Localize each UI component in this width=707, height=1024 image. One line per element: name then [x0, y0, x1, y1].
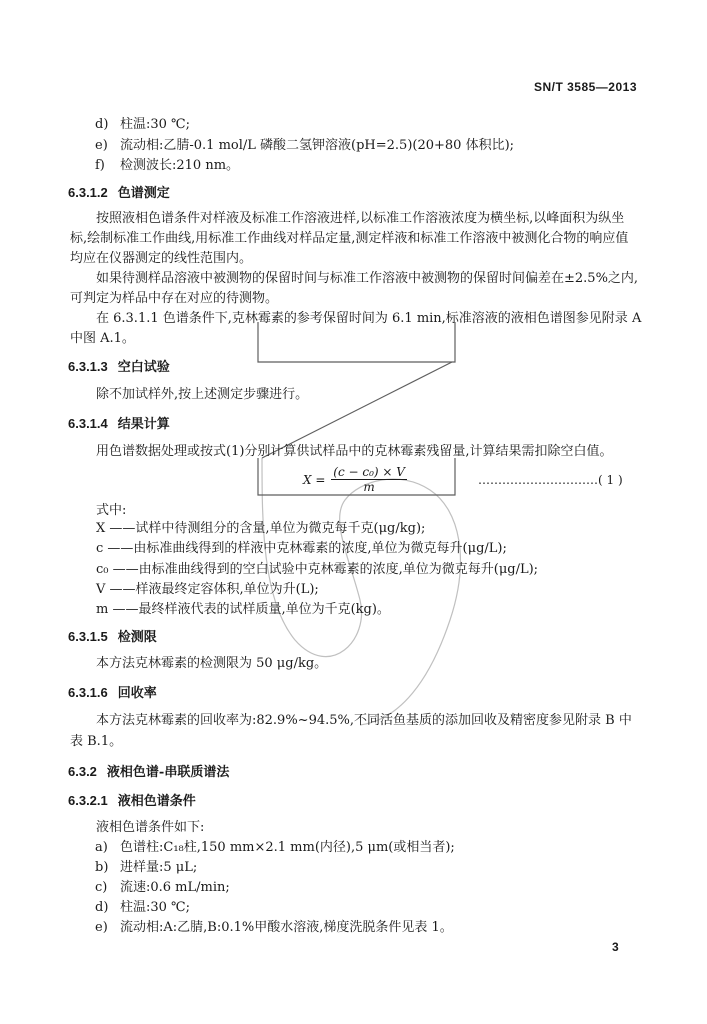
variable-definition: V ——样液最终定容体积,单位为升(L); — [96, 582, 319, 597]
paragraph-line: 按照液相色谱条件对样液及标准工作溶液进样,以标准工作溶液浓度为横坐标,以峰面积为纵坐 — [96, 211, 625, 226]
section-heading — [68, 184, 170, 203]
list-item — [95, 879, 230, 897]
variable-definition: X ——试样中待测组分的含量,单位为微克每千克(μg/kg); — [96, 521, 426, 536]
section-number: 6.3.1.4 — [68, 416, 108, 431]
list-marker: e) — [95, 138, 108, 153]
section-title: 空白试验 — [117, 360, 170, 375]
list-item — [95, 116, 190, 134]
variable-definition: c ——由标准曲线得到的样液中克林霉素的浓度,单位为微克每升(μg/L); — [96, 541, 507, 556]
paragraph-line: 本方法克林霉素的检测限为 50 μg/kg。 — [96, 656, 328, 671]
section-number: 6.3.2.1 — [68, 793, 108, 808]
list-text: 柱温:30 ℃; — [120, 900, 190, 915]
list-text: 检测波长:210 nm。 — [120, 158, 240, 173]
paragraph-line: 中图 A.1。 — [70, 331, 135, 346]
list-text: 色谱柱:C₁₈柱,150 mm×2.1 mm(内径),5 μm(或相当者); — [120, 840, 455, 855]
list-item — [95, 919, 453, 937]
formula-denominator: m — [363, 480, 375, 494]
paragraph-line: 可判定为样品中存在对应的待测物。 — [70, 291, 279, 306]
paragraph-line: 如果待测样品溶液中被测物的保留时间与标准工作溶液中被测物的保留时间偏差在±2.5%之内, — [96, 271, 639, 286]
list-item — [95, 839, 455, 857]
section-number: 6.3.1.3 — [68, 359, 108, 374]
formula — [300, 465, 410, 494]
standard-code: SN/T 3585—2013 — [533, 80, 637, 94]
list-marker: d) — [95, 117, 109, 132]
paragraph-line: 本方法克林霉素的回收率为:82.9%~94.5%,不同活鱼基质的添加回收及精密度参见附录 B 中 — [96, 713, 632, 728]
list-marker: b) — [95, 860, 109, 875]
list-marker: c) — [95, 880, 108, 895]
where-label: 式中: — [96, 503, 127, 518]
section-number: 6.3.1.5 — [68, 629, 108, 644]
list-text: 流动相:乙腈-0.1 mol/L 磷酸二氢钾溶液(pH=2.5)(20+80 体积比); — [120, 138, 515, 153]
section-title: 液相色谱条件 — [117, 794, 196, 809]
list-text: 流速:0.6 mL/min; — [120, 880, 230, 895]
list-marker: a) — [95, 840, 108, 855]
section-title: 液相色谱-串联质谱法 — [106, 765, 230, 780]
list-item — [95, 157, 239, 175]
list-marker: f) — [95, 158, 105, 173]
list-text: 进样量:5 μL; — [120, 860, 198, 875]
stamp-box-top — [258, 322, 455, 362]
section-number: 6.3.1.2 — [68, 185, 108, 200]
section-title: 检测限 — [117, 630, 157, 645]
paragraph-line: 用色谱数据处理或按式(1)分别计算供试样品中的克林霉素残留量,计算结果需扣除空白值。 — [96, 444, 613, 459]
paragraph-line: 液相色谱条件如下: — [96, 820, 205, 835]
formula-fraction — [331, 465, 407, 494]
formula-number: …………………………( 1 ) — [478, 473, 623, 487]
list-marker: d) — [95, 900, 109, 915]
variable-definition: c₀ ——由标准曲线得到的空白试验中克林霉素的浓度,单位为微克每升(μg/L); — [96, 562, 539, 577]
paragraph-line: 表 B.1。 — [70, 734, 123, 749]
section-heading — [68, 415, 170, 434]
section-heading — [68, 358, 170, 377]
section-heading — [68, 792, 196, 811]
section-heading — [68, 628, 157, 647]
section-number: 6.3.2 — [68, 764, 97, 779]
section-title: 回收率 — [117, 686, 157, 701]
list-text: 柱温:30 ℃; — [120, 117, 190, 132]
section-title: 色谱测定 — [117, 186, 170, 201]
section-title: 结果计算 — [117, 417, 170, 432]
list-item — [95, 137, 514, 155]
list-item — [95, 859, 197, 877]
section-heading — [68, 763, 229, 782]
paragraph-line: 除不加试样外,按上述测定步骤进行。 — [96, 387, 309, 402]
formula-lhs: X = — [303, 472, 326, 487]
variable-definition: m ——最终样液代表的试样质量,单位为千克(kg)。 — [96, 602, 390, 617]
list-item — [95, 899, 190, 917]
section-heading — [68, 684, 157, 703]
formula-numerator: (c − c₀) × V — [333, 465, 405, 479]
page-number: 3 — [612, 940, 619, 954]
paragraph-line: 均应在仪器测定的线性范围内。 — [70, 251, 253, 266]
list-text: 流动相:A:乙腈,B:0.1%甲酸水溶液,梯度洗脱条件见表 1。 — [120, 920, 453, 935]
section-number: 6.3.1.6 — [68, 685, 108, 700]
list-marker: e) — [95, 920, 108, 935]
paragraph-line: 标,绘制标准工作曲线,用标准工作曲线对样品定量,测定样液和标准工作溶液中被测化合物的响应值 — [70, 231, 629, 246]
paragraph-line: 在 6.3.1.1 色谱条件下,克林霉素的参考保留时间为 6.1 min,标准溶液的液相色谱图参见附录 A — [96, 311, 642, 326]
